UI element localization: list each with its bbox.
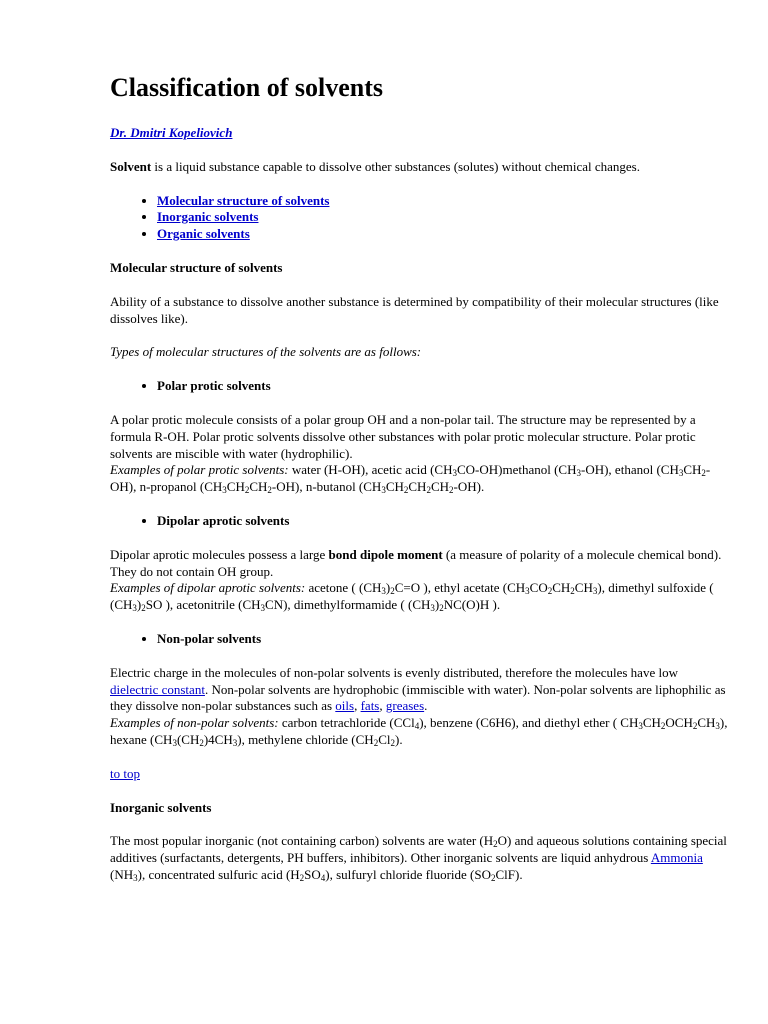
toc-link-molecular[interactable]: Molecular structure of solvents	[157, 192, 330, 208]
inorganic-text-mid: O) and aqueous solutions containing special additives (surfactants, detergents, PH buffers, inhibitors). Other inorganic solvents are liquid anhydrous	[110, 833, 727, 866]
dipolar-aprotic-paragraph: Dipolar aprotic molecules possess a large bond dipole moment (a measure of polarity of a molecule chemical bond). They do not contain OH group. Examples of dipolar aprotic solvents: acetone ( $(CH_3)_2C=O$ ), ethyl acetate $(CH_3CO_2CH_2CH_3)$, dimethyl sulfoxide ( $(CH_3)_2SO$ ), acetonitrile $(CH_3CN)$, dimethylformamide ( $(CH_3)_2NC(O)H$ ).	[110, 546, 722, 614]
author-link[interactable]: Dr. Dmitri Kopeliovich	[110, 125, 233, 140]
dipolar-examples-label: Examples of dipolar aprotic solvents:	[110, 580, 306, 596]
section-heading-molecular: Molecular structure of solvents	[110, 259, 283, 275]
non-polar-text-mid: . Non-polar solvents are hydrophobic (immiscible with water). Non-polar solvents are liphophilic as they dissolve non-polar substances such as	[110, 681, 726, 714]
polar-protic-paragraph: A polar protic molecule consists of a polar group OH and a non-polar tail. The structure may be represented by a formula R-OH. Polar protic solvents dissolve other substances with polar protic molecular structure. Polar protic solvents are miscible with water (hydrophilic). Examples of polar protic solvents: water (H-OH), acetic acid $(CH_3CO-OH)methanol$ $(CH_3-OH)$, ethanol $(CH_3CH_2-OH)$, n-propanol $(CH_3CH_2CH_2-OH)$, n-butanol $(CH_3CH_2CH_2CH_2-OH)$.	[110, 411, 711, 496]
toc-link-inorganic[interactable]: Inorganic solvents	[157, 209, 259, 225]
intro-paragraph	[110, 159, 728, 176]
subheading-non-polar: • Non-polar solvents	[157, 631, 728, 648]
oils-link[interactable]: oils	[335, 698, 355, 714]
subheading-list-dipolar-aprotic	[110, 513, 728, 530]
greases-link[interactable]: greases	[385, 698, 425, 714]
dipolar-bold-term: bond dipole moment	[328, 546, 443, 562]
author-line	[110, 125, 728, 142]
page-title: Classification of solvents	[110, 73, 383, 102]
ammonia-link[interactable]: Ammonia	[650, 850, 703, 866]
types-intro: Types of molecular structures of the solvents are as follows:	[110, 344, 422, 360]
subheading-dipolar-aprotic: • Dipolar aprotic solvents	[157, 513, 728, 530]
intro-term: Solvent	[110, 158, 152, 174]
non-polar-examples-label: Examples of non-polar solvents:	[110, 715, 279, 731]
fats-link[interactable]: fats	[360, 698, 380, 714]
intro-text: is a liquid substance capable to dissolve other substances (solutes) without chemical changes.	[151, 158, 640, 174]
to-top-link[interactable]: to top	[110, 765, 140, 781]
to-top-line	[110, 766, 728, 783]
dipolar-text-end: (a measure of polarity of a molecule chemical bond). They do not contain OH group.	[110, 546, 722, 579]
non-polar-text-start: Electric charge in the molecules of non-polar solvents is evenly distributed, therefore the molecules have low	[110, 664, 678, 680]
table-of-contents	[110, 193, 728, 243]
polar-protic-text: A polar protic molecule consists of a polar group OH and a non-polar tail. The structure may be represented by a formula R-OH. Polar protic solvents dissolve other substances with polar protic molecular structure. Polar protic solvents are miscible with water (hydrophilic).	[110, 411, 696, 461]
toc-item	[157, 193, 728, 210]
subheading-list-polar-protic	[110, 378, 728, 395]
subheading-polar-protic: • Polar protic solvents	[157, 378, 728, 395]
dipolar-text-start: Dipolar aprotic molecules possess a large	[110, 546, 329, 562]
dielectric-constant-link[interactable]: dielectric constant	[110, 681, 205, 697]
molecular-paragraph: Ability of a substance to dissolve another substance is determined by compatibility of their molecular structures (like dissolves like).	[110, 293, 719, 326]
inorganic-paragraph: The most popular inorganic (not containing carbon) solvents are water $(H_2O)$ and aqueous solutions containing special additives (surfactants, detergents, PH buffers, inhibitors). Other inorganic solvents are liquid anhydrous Ammonia $(NH_3)$, concentrated sulfuric acid $(H_2SO_4)$, sulfuryl chloride fluoride $(SO_2ClF)$.	[110, 833, 727, 883]
toc-link-organic[interactable]: Organic solvents	[157, 226, 250, 242]
inorganic-text-start: The most popular inorganic (not containing carbon) solvents are water (H	[110, 833, 494, 849]
subheading-list-non-polar	[110, 631, 728, 648]
toc-item	[157, 226, 728, 243]
toc-item	[157, 209, 728, 226]
section-heading-inorganic: Inorganic solvents	[110, 799, 212, 815]
polar-protic-examples-label: Examples of polar protic solvents:	[110, 462, 289, 478]
non-polar-paragraph: Electric charge in the molecules of non-polar solvents is evenly distributed, therefore the molecules have low dielectric constant. Non-polar solvents are hydrophobic (immiscible with water). Non-polar solvents are liphophilic as they dissolve non-polar substances such as oils, fats, greases. Examples of non-polar solvents: carbon tetrachloride (CCl$_4$), benzene (C6H6), and diethyl ether ( $CH_3CH_2OCH_2CH_3$), hexane $(CH_3(CH_2)4CH_3)$, methylene chloride $(CH_2Cl_2)$.	[110, 664, 728, 748]
